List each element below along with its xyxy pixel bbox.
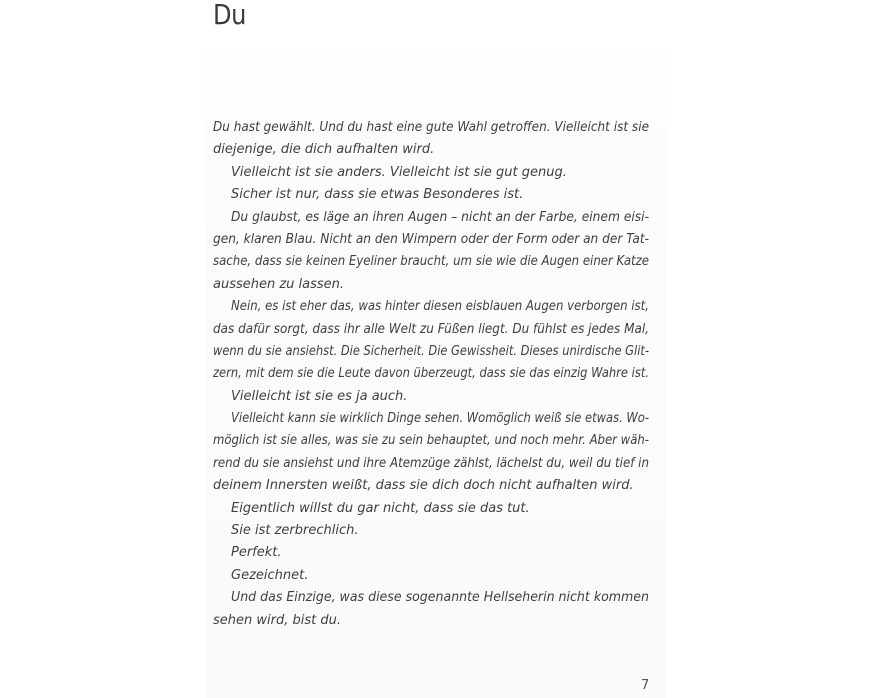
text-line: deinem Innersten weißt, dass sie dich doch nicht aufhalten wird. — [213, 478, 634, 494]
text-line: Nein, es ist eher das, was hinter diesen eisblauen Augen verborgen ist, — [230, 299, 649, 315]
page-number: 7 — [641, 678, 650, 693]
chapter-body — [213, 117, 649, 632]
text-line: Sicher ist nur, dass sie etwas Besonderes ist. — [231, 187, 524, 203]
text-line: Vielleicht kann sie wirklich Dinge sehen. Womöglich weiß sie etwas. Wo- — [230, 411, 649, 427]
text-line: Sie ist zerbrechlich. — [231, 523, 359, 539]
text-line: aussehen zu lassen. — [213, 276, 345, 292]
text-line: möglich ist sie alles, was sie zu sein behauptet, und noch mehr. Aber wäh- — [213, 433, 649, 449]
text-line: Gezeichnet. — [231, 567, 309, 583]
text-line: gen, klaren Blau. Nicht an den Wimpern oder der Form oder an der Tat- — [213, 231, 649, 247]
text-line: sache, dass sie keinen Eyeliner braucht, um sie wie die Augen einer Katze — [213, 254, 649, 270]
text-line: das dafür sorgt, dass ihr alle Welt zu Füßen liegt. Du fühlst es jedes Mal, — [213, 321, 649, 337]
text-line: Eigentlich willst du gar nicht, dass sie das tut. — [231, 500, 530, 516]
text-line: Perfekt. — [231, 545, 282, 561]
text-line: Du hast gewählt. Und du hast eine gute Wahl getroffen. Vielleicht ist sie — [213, 120, 649, 135]
text-line: rend du sie ansiehst und ihre Atemzüge zählst, lächelst du, weil du tief in — [213, 455, 649, 471]
text-line: Du glaubst, es läge an ihren Augen – nicht an der Farbe, einem eisi- — [230, 209, 649, 225]
text-line: Vielleicht ist sie es ja auch. — [231, 388, 408, 404]
chapter-title: Du — [213, 0, 246, 31]
text-line: wenn du sie ansiehst. Die Sicherheit. Die Gewissheit. Dieses unirdische Glit- — [213, 343, 649, 359]
text-line: sehen wird, bist du. — [213, 612, 341, 628]
text-line: Und das Einzige, was diese sogenannte Hellseherin nicht kommen — [230, 590, 649, 606]
text-line: diejenige, die dich aufhalten wird. — [213, 142, 435, 158]
text-line: Vielleicht ist sie anders. Vielleicht ist sie gut genug. — [231, 164, 567, 180]
text-line: zern, mit dem sie die Leute davon überzeugt, dass sie das einzig Wahre ist. — [213, 366, 649, 382]
